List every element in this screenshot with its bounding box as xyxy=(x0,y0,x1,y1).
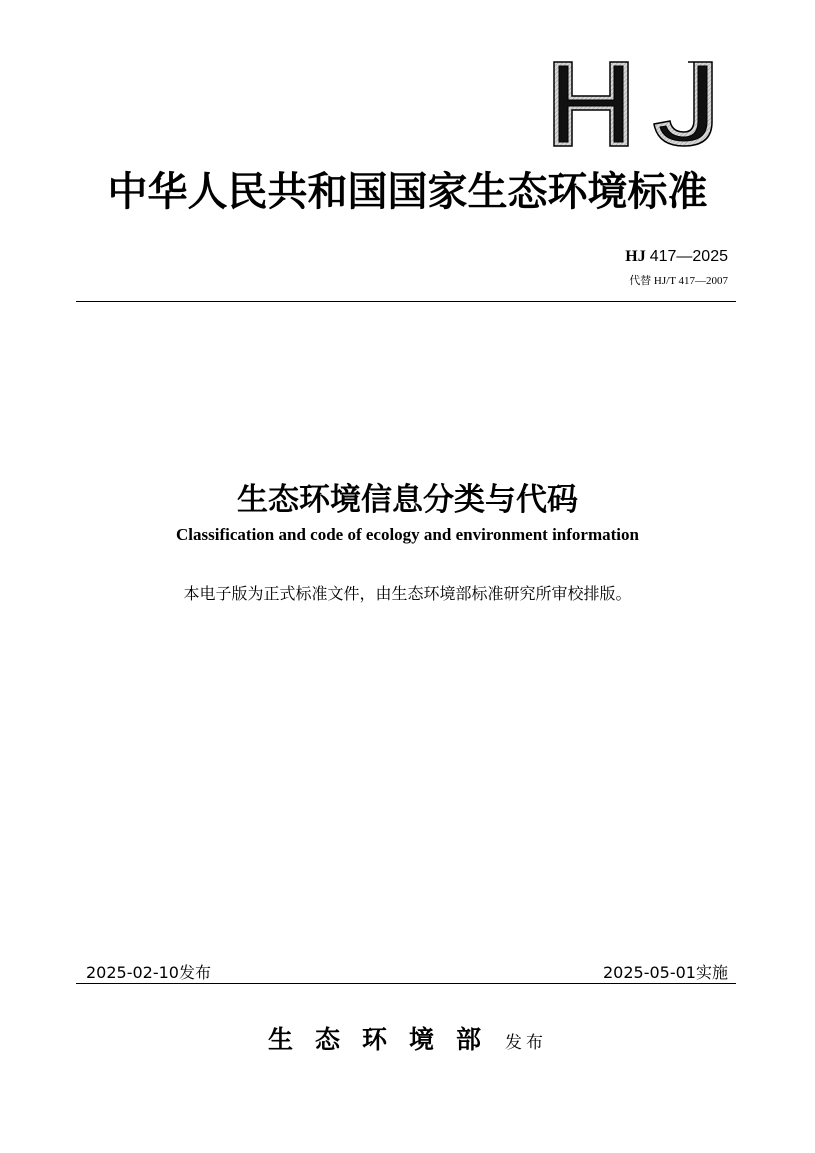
standard-code: 417—2025 xyxy=(649,248,728,265)
replaces-standard: 代替 HJ/T 417—2007 xyxy=(629,275,728,287)
footer-divider xyxy=(76,983,736,984)
header-divider xyxy=(76,301,736,302)
standard-category-title: 中华人民共和国国家生态环境标准 xyxy=(107,168,708,215)
standard-number xyxy=(625,248,728,266)
hj-logo xyxy=(548,60,718,148)
document-title-en: Classification and code of ecology and environment information xyxy=(176,525,639,544)
publisher-line xyxy=(0,1020,815,1056)
publisher-name: 生态环境部 xyxy=(267,1025,503,1054)
logo-letter-h xyxy=(554,62,628,146)
effective-date: 2025-05-01实施 xyxy=(603,963,728,982)
logo-letter-j xyxy=(654,62,712,146)
publisher-suffix: 发布 xyxy=(505,1033,547,1053)
document-title-cn: 生态环境信息分类与代码 xyxy=(237,482,578,518)
standard-prefix: HJ xyxy=(625,248,646,265)
issue-date: 2025-02-10发布 xyxy=(86,963,211,982)
edition-note: 本电子版为正式标准文件，由生态环境部标准研究所审校排版。 xyxy=(183,584,632,603)
